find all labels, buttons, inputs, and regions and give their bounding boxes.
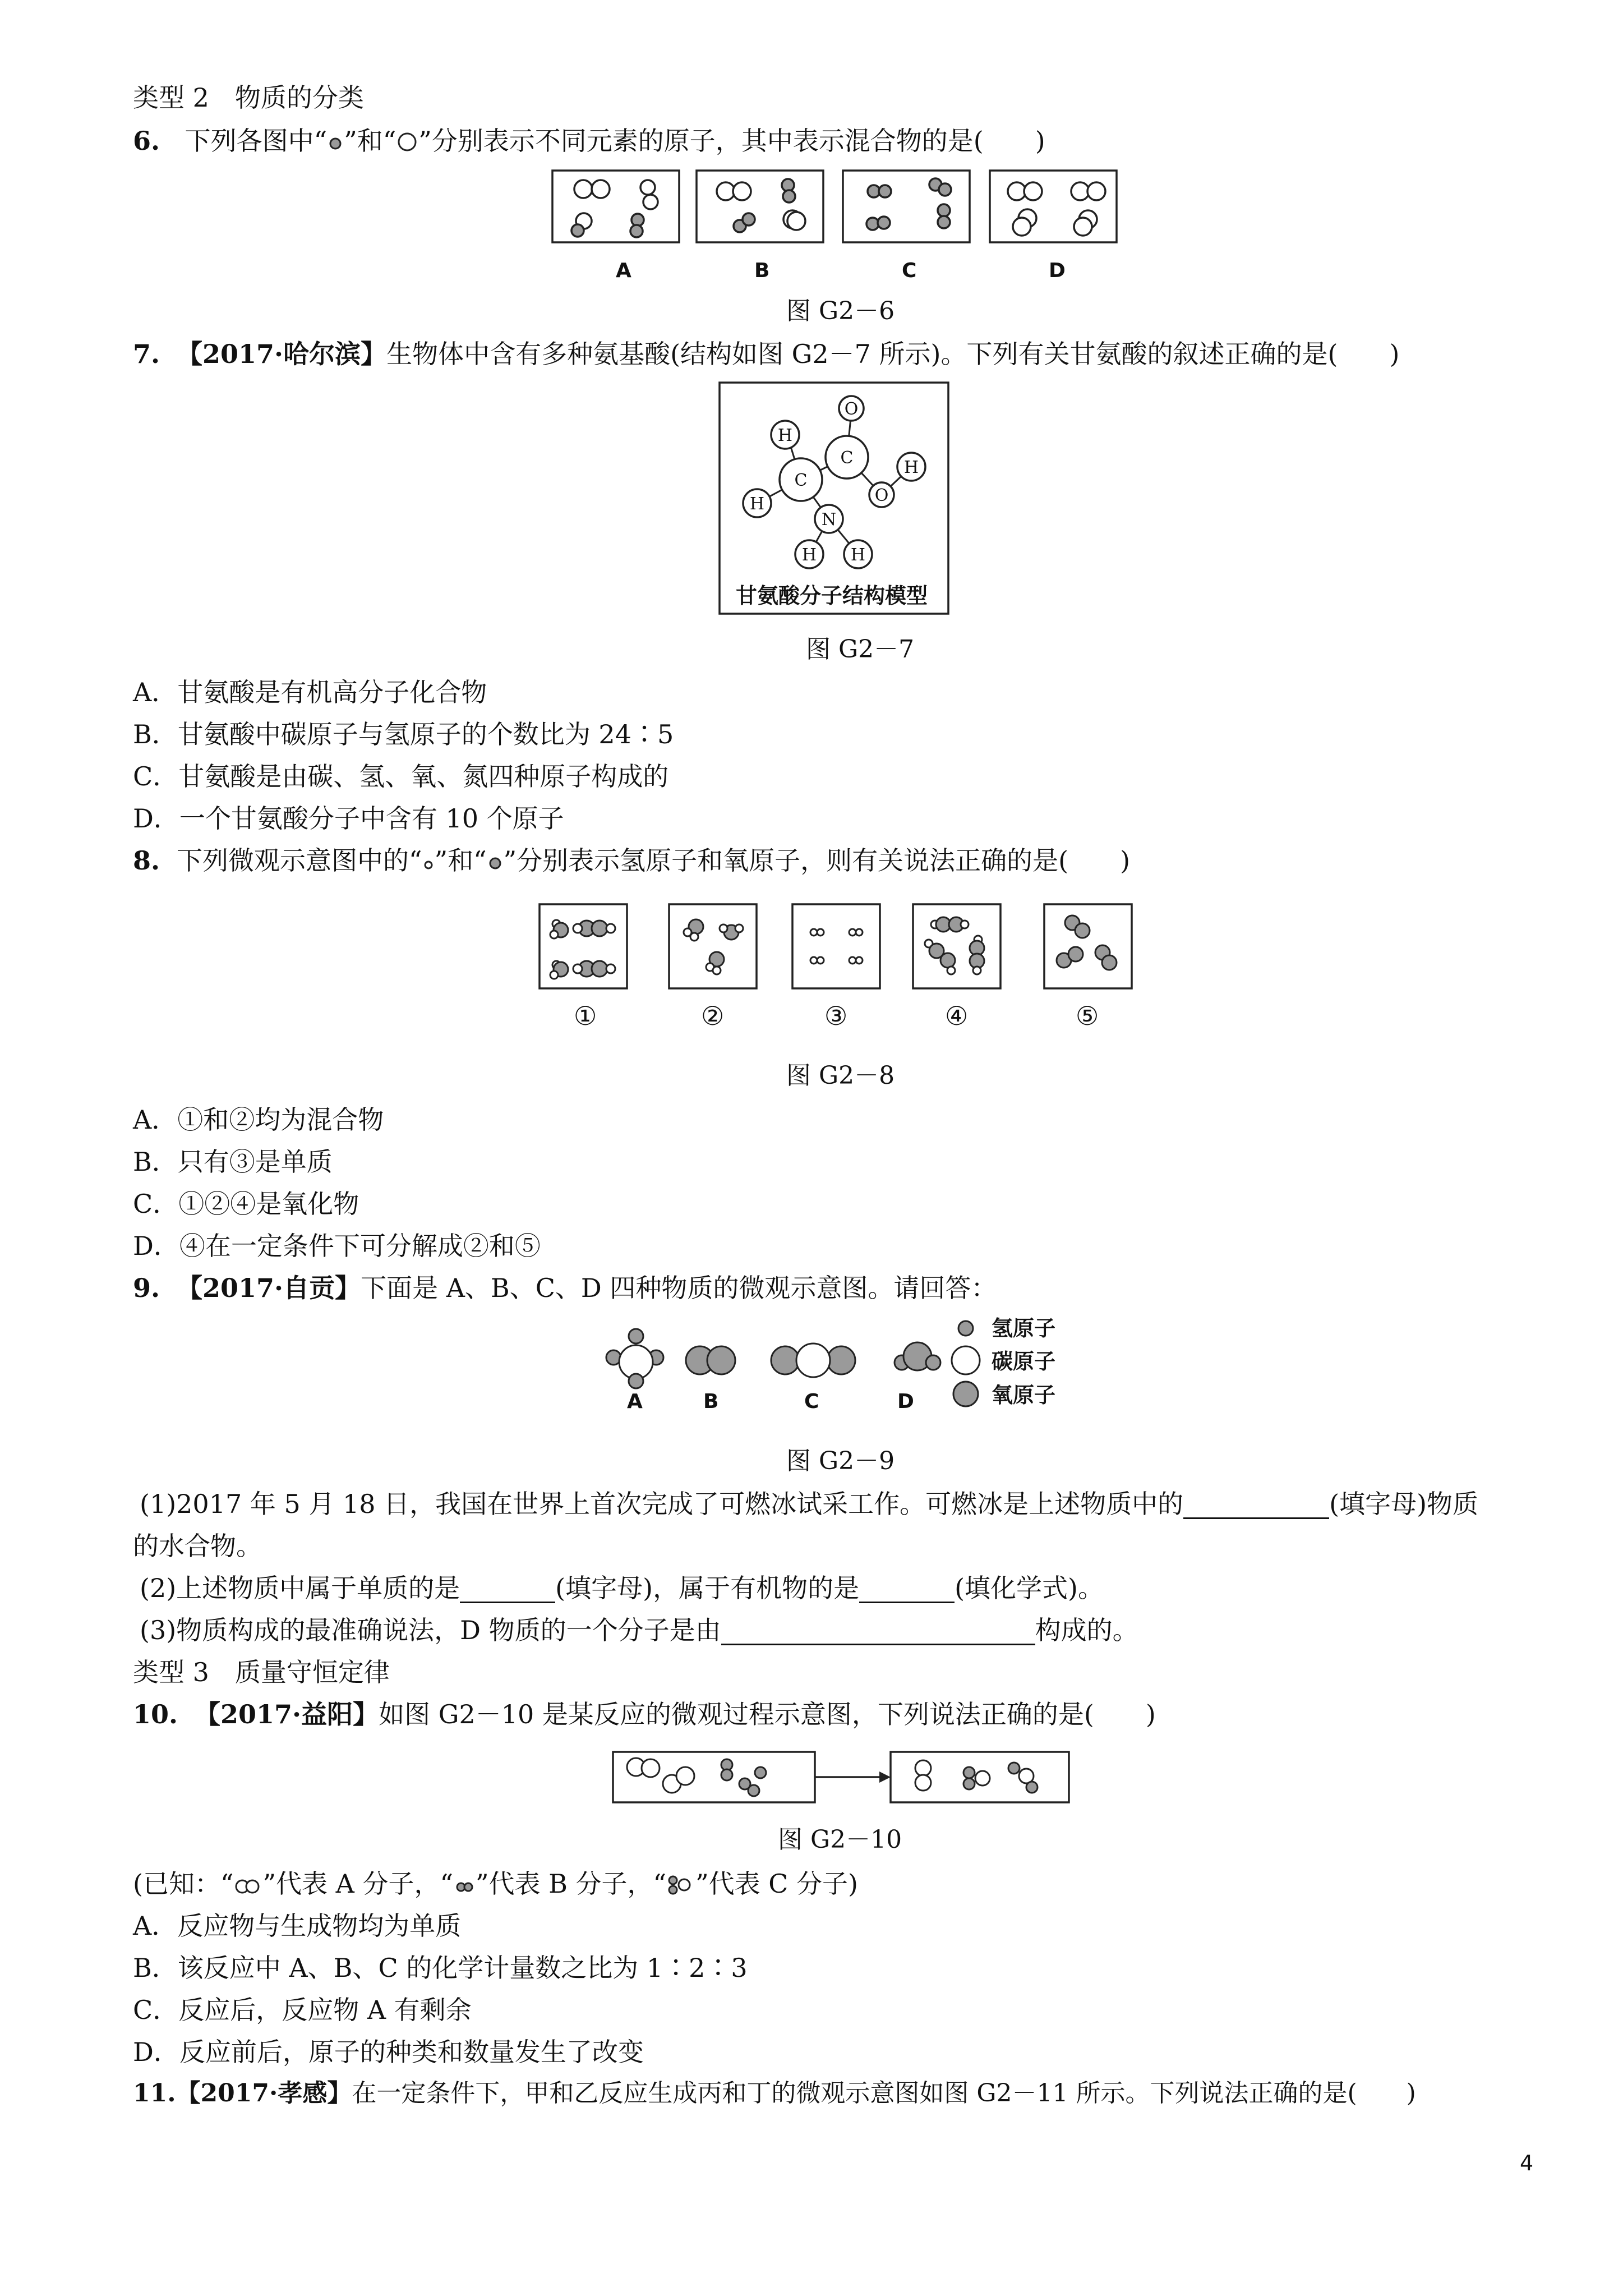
fig8-label-1: ①	[574, 1001, 597, 1031]
q7-option-c: C．甘氨酸是由碳、氢、氧、氮四种原子构成的	[133, 761, 669, 792]
fig9-label-b: B	[703, 1390, 719, 1413]
note-text-b: ”代表 A 分子，“	[262, 1869, 453, 1899]
question-number: 7.	[133, 339, 160, 369]
question-stem-3: ”分别表示氢原子和氧原子，则有关说法正确的是( )	[503, 845, 1131, 876]
b-molecule-icon	[453, 1880, 476, 1894]
q10-option-b: B．该反应中 A、B、C 的化学计量数之比为 1∶2∶3	[133, 1953, 748, 1983]
fig6-label-b: B	[754, 259, 770, 282]
atom-h-bottom-right: H	[850, 545, 866, 565]
question-source: 【2017·哈尔滨】	[177, 339, 387, 369]
fig6-label-a: A	[616, 259, 631, 282]
question-number: 9.	[133, 1273, 160, 1303]
atom-o-right: O	[874, 486, 889, 505]
c-molecule-icon	[666, 1875, 695, 1895]
note-text-d: ”代表 C 分子)	[695, 1869, 858, 1899]
q9-part-1-text: (1)2017 年 5 月 18 日，我国在世界上首次完成了可燃冰试采工作。可燃冰是上述物质中的	[140, 1489, 1184, 1519]
fig6-label-d: D	[1049, 259, 1066, 282]
question-stem: 下面是 A、B、C、D 四种物质的微观示意图。请回答：	[361, 1273, 997, 1303]
question-stem: 生物体中含有多种氨基酸(结构如图 G2－7 所示)。下列有关甘氨酸的叙述正确的是( )	[386, 339, 1400, 369]
q7-option-d: D．一个甘氨酸分子中含有 10 个原子	[133, 803, 564, 834]
figure-caption-g2-8: 图 G2－8	[786, 1061, 895, 1090]
question-source: 【2017·自贡】	[177, 1273, 361, 1303]
q9-part-1-cont: 的水合物。	[133, 1531, 262, 1561]
fig9-label-c: C	[804, 1390, 819, 1413]
q8-option-a: A．①和②均为混合物	[133, 1105, 384, 1135]
atom-h-left: H	[749, 494, 765, 514]
note-text-c: ”代表 B 分子，“	[475, 1869, 667, 1899]
q7-option-b: B．甘氨酸中碳原子与氢原子的个数比为 24∶5	[133, 719, 674, 749]
question-source: 【2017·孝感】	[176, 2079, 352, 2108]
question-number: 8.	[133, 845, 160, 876]
note-text-a: (已知：“	[133, 1869, 234, 1899]
atom-h-right: H	[903, 458, 919, 477]
atom-h-left-top: H	[777, 426, 793, 445]
q9-part-1-text-b: (填字母)物质	[1329, 1489, 1479, 1519]
question-number: 6.	[133, 126, 160, 156]
figure-caption-g2-6: 图 G2－6	[786, 297, 895, 325]
figure-caption-g2-10: 图 G2－10	[778, 1825, 902, 1854]
q9-part-3-text: (3)物质构成的最准确说法，D 物质的一个分子是由	[140, 1615, 721, 1645]
q8-option-d: D．④在一定条件下可分解成②和⑤	[133, 1231, 541, 1261]
figure-caption-g2-9: 图 G2－9	[786, 1447, 895, 1475]
atom-o-top: O	[844, 399, 859, 419]
question-number: 10.	[133, 1699, 178, 1729]
fig8-label-4: ④	[945, 1001, 969, 1031]
q10-note	[133, 1869, 858, 1899]
question-stem-2: ”和“	[344, 126, 396, 156]
section-heading-type3: 类型 3 质量守恒定律	[133, 1657, 390, 1687]
a-molecule-icon	[233, 1878, 262, 1895]
q10-option-d: D．反应前后，原子的种类和数量发生了改变	[133, 2037, 644, 2067]
q8-option-c: C．①②④是氧化物	[133, 1189, 359, 1219]
question-11	[133, 2079, 1416, 2108]
model-title: 甘氨酸分子结构模型	[736, 583, 928, 608]
fig6-label-c: C	[902, 259, 917, 282]
q8-option-b: B．只有③是单质	[133, 1147, 333, 1177]
q9-part-2-text-c: (填化学式)。	[955, 1573, 1104, 1603]
atom-c-right: C	[840, 448, 854, 468]
legend-hydrogen: 氢原子	[992, 1315, 1056, 1341]
fig9-label-a: A	[627, 1390, 643, 1413]
q10-option-a: A．反应物与生成物均为单质	[133, 1911, 462, 1941]
question-stem: 下列各图中“	[185, 126, 328, 156]
fig8-label-3: ③	[824, 1001, 848, 1031]
question-stem: 如图 G2－10 是某反应的微观过程示意图，下列说法正确的是( )	[379, 1699, 1156, 1729]
question-number: 11.	[133, 2079, 176, 2108]
legend-carbon: 碳原子	[992, 1349, 1056, 1374]
q7-option-a: A．甘氨酸是有机高分子化合物	[133, 677, 487, 707]
legend-oxygen: 氧原子	[992, 1382, 1056, 1407]
page-number: 4	[1520, 2151, 1534, 2175]
question-stem: 下列微观示意图中的“	[177, 845, 422, 876]
q9-part-2-text: (2)上述物质中属于单质的是	[140, 1573, 460, 1603]
question-stem: 在一定条件下，甲和乙反应生成丙和丁的微观示意图如图 G2－11 所示。下列说法正确的是( )	[352, 2079, 1416, 2108]
atom-c-left: C	[794, 471, 808, 490]
section-heading-type2: 类型 2 物质的分类	[133, 82, 364, 113]
atom-n: N	[821, 510, 837, 530]
fig8-label-2: ②	[701, 1001, 725, 1031]
question-stem-3: ”分别表示不同元素的原子，其中表示混合物的是( )	[418, 126, 1045, 156]
figure-caption-g2-7: 图 G2－7	[806, 635, 915, 664]
question-source: 【2017·益阳】	[195, 1699, 379, 1729]
q9-part-3-text-b: 构成的。	[1035, 1615, 1138, 1645]
fig9-label-d: D	[897, 1390, 914, 1413]
q10-option-c: C．反应后，反应物 A 有剩余	[133, 1995, 472, 2025]
fig8-label-5: ⑤	[1076, 1001, 1099, 1031]
atom-h-bottom-left: H	[801, 545, 817, 565]
q9-part-2-text-b: (填字母)，属于有机物的是	[555, 1573, 860, 1603]
question-stem-2: ”和“	[434, 845, 487, 876]
